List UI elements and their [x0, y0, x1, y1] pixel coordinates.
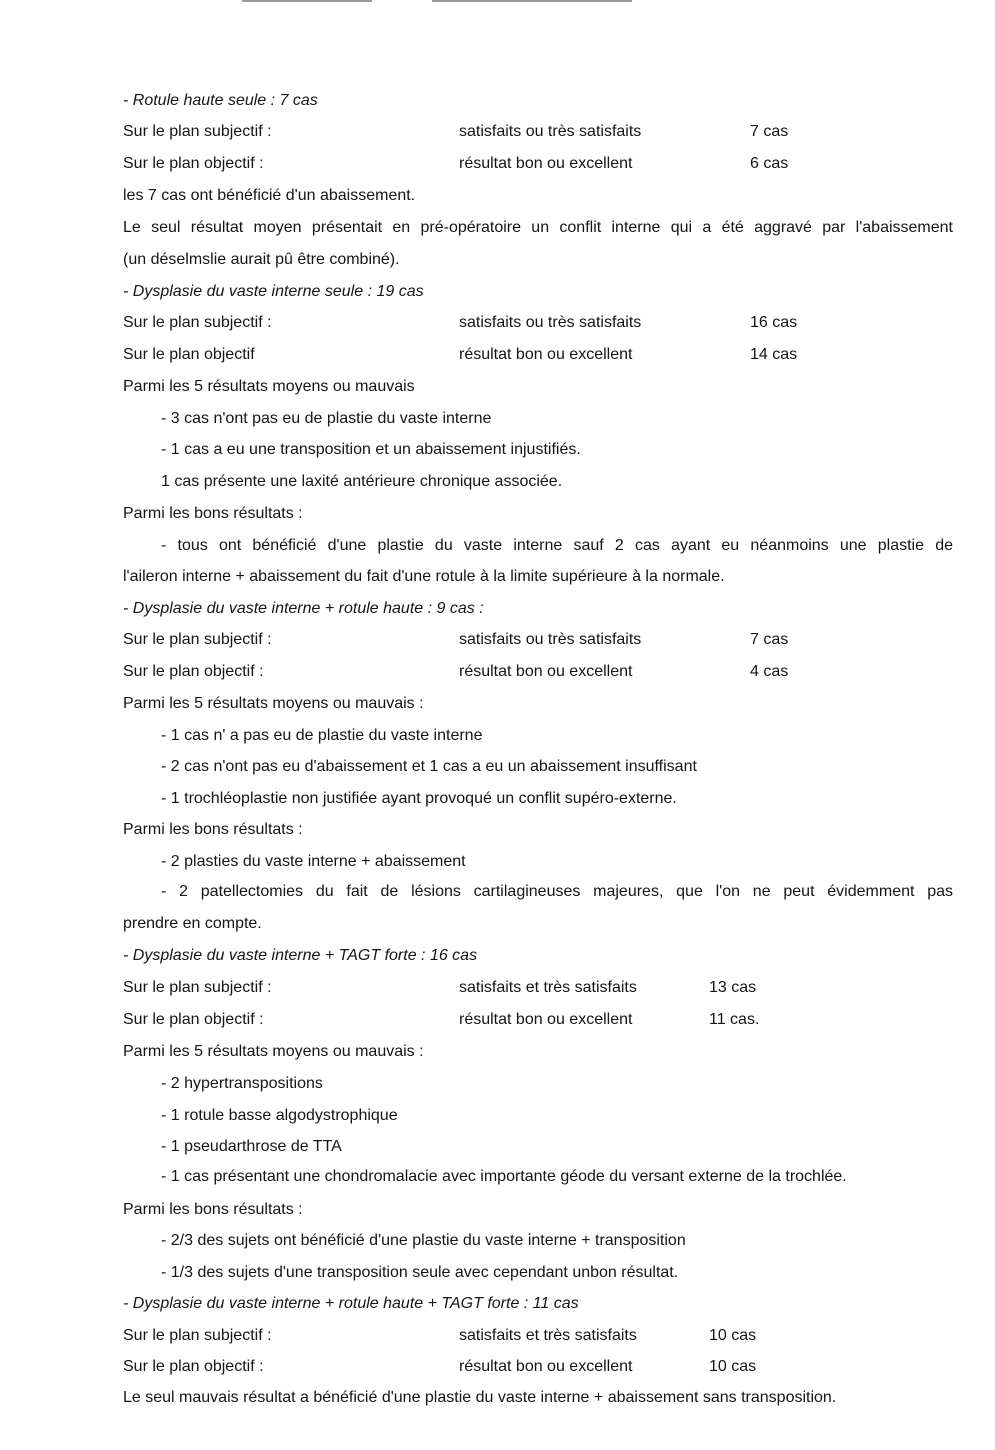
poor-result-item: - 1 cas a eu une transposition et un abaissement injustifiés.: [161, 441, 581, 458]
good-results-title: Parmi les bons résultats :: [123, 505, 303, 522]
objective-label: Sur le plan objectif :: [123, 663, 264, 680]
note-line: (un déselmslie aurait pû être combiné).: [123, 251, 400, 268]
subjective-label: Sur le plan subjectif :: [123, 123, 272, 140]
subjective-criterion: satisfaits ou très satisfaits: [459, 314, 642, 331]
poor-result-item: - 1 trochléoplastie non justifiée ayant provoqué un conflit supéro-externe.: [161, 790, 677, 807]
objective-criterion: résultat bon ou excellent: [459, 155, 633, 172]
subjective-count: 7 cas: [750, 631, 789, 648]
scan-top-rule-right: [432, 0, 632, 2]
poor-result-item: - 2 hypertranspositions: [161, 1075, 323, 1092]
poor-results-title: Parmi les 5 résultats moyens ou mauvais: [123, 378, 415, 395]
poor-result-item: - 2 cas n'ont pas eu d'abaissement et 1 cas a eu un abaissement insuffisant: [161, 758, 697, 775]
subjective-label: Sur le plan subjectif :: [123, 314, 272, 331]
subjective-count: 7 cas: [750, 123, 789, 140]
good-result-item: - 2/3 des sujets ont bénéficié d'une plastie du vaste interne + transposition: [161, 1232, 686, 1249]
conclusion-line: Le seul mauvais résultat a bénéficié d'une plastie du vaste interne + abaissement sans transposition.: [123, 1389, 837, 1406]
good-results-title: Parmi les bons résultats :: [123, 1201, 303, 1218]
objective-count: 11 cas.: [709, 1011, 760, 1028]
subjective-criterion: satisfaits et très satisfaits: [459, 1327, 637, 1344]
subjective-count: 16 cas: [750, 314, 798, 331]
poor-result-item: 1 cas présente une laxité antérieure chronique associée.: [161, 473, 563, 490]
poor-result-item: - 1 cas présentant une chondromalacie avec importante géode du versant externe de la trochlée.: [161, 1168, 847, 1185]
subjective-count: 10 cas: [709, 1327, 757, 1344]
objective-label: Sur le plan objectif :: [123, 1011, 264, 1028]
good-result-continuation: prendre en compte.: [123, 915, 262, 932]
subjective-count: 13 cas: [709, 979, 757, 996]
poor-results-title: Parmi les 5 résultats moyens ou mauvais :: [123, 1043, 424, 1060]
objective-count: 10 cas: [709, 1358, 757, 1375]
poor-result-item: - 1 cas n' a pas eu de plastie du vaste interne: [161, 727, 483, 744]
section-heading: - Dysplasie du vaste interne + TAGT forte : 16 cas: [123, 947, 478, 964]
good-result-continuation: l'aileron interne + abaissement du fait d'une rotule à la limite supérieure à la normale.: [123, 568, 725, 585]
objective-criterion: résultat bon ou excellent: [459, 663, 633, 680]
section-heading: - Dysplasie du vaste interne seule : 19 cas: [123, 283, 424, 300]
section-heading: - Dysplasie du vaste interne + rotule haute + TAGT forte : 11 cas: [123, 1295, 579, 1312]
section-heading: - Rotule haute seule : 7 cas: [123, 92, 318, 109]
scan-top-rule-left: [242, 0, 372, 2]
objective-label: Sur le plan objectif :: [123, 1358, 264, 1375]
good-results-title: Parmi les bons résultats :: [123, 821, 303, 838]
good-result-item: - 1/3 des sujets d'une transposition seule avec cependant unbon résultat.: [161, 1264, 679, 1281]
objective-count: 4 cas: [750, 663, 789, 680]
objective-count: 6 cas: [750, 155, 789, 172]
objective-label: Sur le plan objectif :: [123, 155, 264, 172]
subjective-label: Sur le plan subjectif :: [123, 1327, 272, 1344]
good-result-item: - tous ont bénéficié d'une plastie du vaste interne sauf 2 cas ayant eu néanmoins une plastie de: [161, 537, 953, 554]
subjective-criterion: satisfaits ou très satisfaits: [459, 123, 642, 140]
subjective-criterion: satisfaits ou très satisfaits: [459, 631, 642, 648]
subjective-label: Sur le plan subjectif :: [123, 979, 272, 996]
good-result-item: - 2 patellectomies du fait de lésions cartilagineuses majeures, que l'on ne peut évidemment pas: [161, 883, 953, 900]
objective-criterion: résultat bon ou excellent: [459, 1011, 633, 1028]
poor-results-title: Parmi les 5 résultats moyens ou mauvais :: [123, 695, 424, 712]
poor-result-item: - 1 rotule basse algodystrophique: [161, 1107, 398, 1124]
objective-count: 14 cas: [750, 346, 798, 363]
objective-criterion: résultat bon ou excellent: [459, 346, 633, 363]
subjective-criterion: satisfaits et très satisfaits: [459, 979, 637, 996]
subjective-label: Sur le plan subjectif :: [123, 631, 272, 648]
poor-result-item: - 1 pseudarthrose de TTA: [161, 1138, 342, 1155]
objective-label: Sur le plan objectif: [123, 346, 255, 363]
good-result-item: - 2 plasties du vaste interne + abaissement: [161, 853, 466, 870]
objective-criterion: résultat bon ou excellent: [459, 1358, 633, 1375]
note-line: Le seul résultat moyen présentait en pré-opératoire un conflit interne qui a été aggravé par l'abaissement: [123, 219, 953, 236]
section-heading: - Dysplasie du vaste interne + rotule haute : 9 cas :: [123, 600, 484, 617]
note-line: les 7 cas ont bénéficié d'un abaissement.: [123, 187, 416, 204]
poor-result-item: - 3 cas n'ont pas eu de plastie du vaste interne: [161, 410, 492, 427]
